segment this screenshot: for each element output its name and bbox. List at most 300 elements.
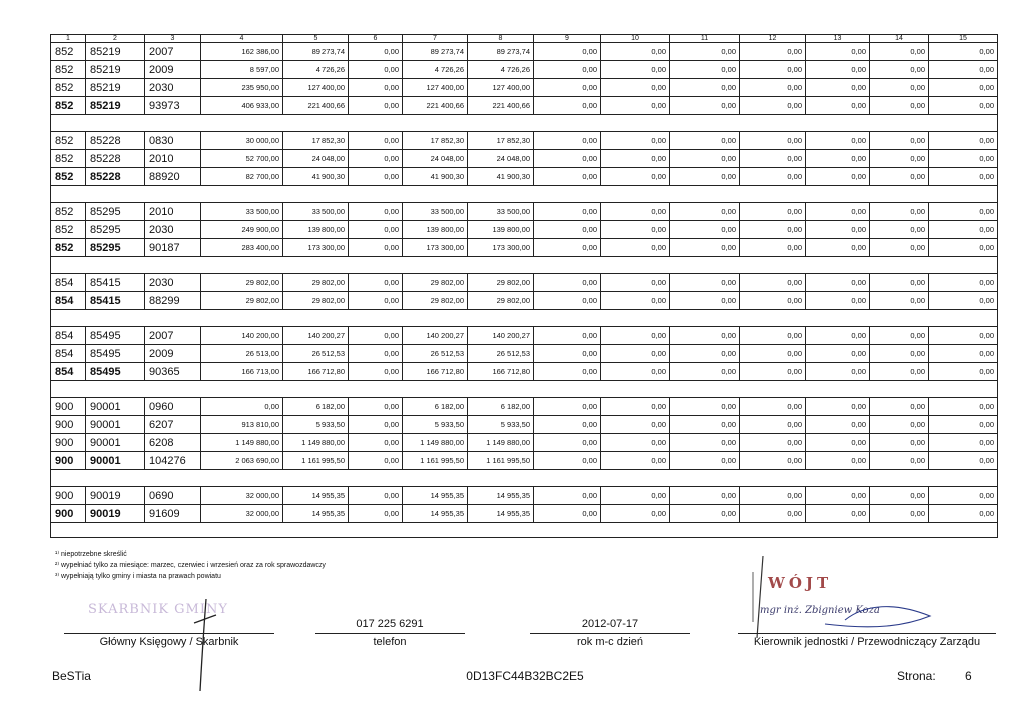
- table-cell: 0,00: [740, 452, 806, 470]
- table-cell: 85295: [86, 221, 145, 239]
- table-cell: 166 713,00: [201, 363, 283, 381]
- table-cell: 0,00: [349, 79, 403, 97]
- table-cell: 88920: [145, 168, 201, 186]
- table-cell: 0830: [145, 132, 201, 150]
- table-cell: 0,00: [740, 274, 806, 292]
- group-separator: [51, 470, 998, 487]
- table-cell: 0,00: [870, 416, 929, 434]
- table-cell: 24 048,00: [403, 150, 468, 168]
- table-row: [51, 416, 998, 434]
- table-cell: 0,00: [534, 327, 601, 345]
- table-cell: 139 800,00: [468, 221, 534, 239]
- table-cell: 6207: [145, 416, 201, 434]
- table-row-total: [51, 292, 998, 310]
- table-cell: 32 000,00: [201, 505, 283, 523]
- table-cell: 0,00: [534, 79, 601, 97]
- table-cell: 6 182,00: [468, 398, 534, 416]
- separator-cell: [51, 523, 998, 538]
- table-cell: 0,00: [670, 61, 740, 79]
- table-cell: 90019: [86, 505, 145, 523]
- table-cell: 0,00: [806, 416, 870, 434]
- table-cell: 41 900,30: [283, 168, 349, 186]
- table-cell: 0,00: [929, 150, 998, 168]
- table-cell: 139 800,00: [403, 221, 468, 239]
- budget-report-table: [50, 34, 998, 538]
- table-cell: 0,00: [601, 416, 670, 434]
- table-cell: 4 726,26: [403, 61, 468, 79]
- table-cell: 1 149 880,00: [403, 434, 468, 452]
- table-cell: 0,00: [349, 434, 403, 452]
- table-cell: 90187: [145, 239, 201, 257]
- group-separator: [51, 257, 998, 274]
- table-cell: 52 700,00: [201, 150, 283, 168]
- table-cell: 0,00: [670, 487, 740, 505]
- table-cell: 0,00: [534, 132, 601, 150]
- table-cell: 0,00: [870, 292, 929, 310]
- table-cell: 30 000,00: [201, 132, 283, 150]
- table-cell: 24 048,00: [468, 150, 534, 168]
- table-cell: 85495: [86, 327, 145, 345]
- phone-line: [315, 633, 465, 634]
- column-number: 12: [740, 35, 806, 43]
- table-cell: 0,00: [740, 239, 806, 257]
- table-cell: 29 802,00: [283, 292, 349, 310]
- footnote-2: ²⁾ wypełniać tylko za miesiące: marzec, czerwiec i wrzesień oraz za rok sprawozdawczy: [55, 562, 326, 569]
- table-cell: 85415: [86, 292, 145, 310]
- table-cell: 0,00: [806, 150, 870, 168]
- separator-cell: [51, 310, 998, 327]
- separator-cell: [51, 115, 998, 132]
- table-cell: 0,00: [870, 97, 929, 115]
- table-cell: 221 400,66: [283, 97, 349, 115]
- table-row-total: [51, 452, 998, 470]
- table-cell: 0,00: [929, 203, 998, 221]
- table-cell: 14 955,35: [283, 505, 349, 523]
- table-cell: 0,00: [601, 132, 670, 150]
- table-cell: 0,00: [534, 363, 601, 381]
- table-cell: 0,00: [806, 398, 870, 416]
- column-number: 14: [870, 35, 929, 43]
- table-row-total: [51, 168, 998, 186]
- table-cell: 249 900,00: [201, 221, 283, 239]
- table-cell: 91609: [145, 505, 201, 523]
- skarbnik-signature-line: [64, 633, 274, 634]
- table-cell: 854: [51, 345, 86, 363]
- table-cell: 0,00: [929, 97, 998, 115]
- table-cell: 1 161 995,50: [468, 452, 534, 470]
- table-cell: 14 955,35: [403, 505, 468, 523]
- table-cell: 127 400,00: [403, 79, 468, 97]
- table-cell: 90365: [145, 363, 201, 381]
- table-cell: 0,00: [806, 363, 870, 381]
- table-cell: 0,00: [534, 97, 601, 115]
- table-cell: 0,00: [670, 221, 740, 239]
- date-value: 2012-07-17: [581, 618, 639, 630]
- phone-label: telefon: [373, 636, 407, 648]
- table-row-total: [51, 239, 998, 257]
- table-cell: 0,00: [349, 61, 403, 79]
- table-cell: 0,00: [929, 239, 998, 257]
- table-cell: 0960: [145, 398, 201, 416]
- table-row: [51, 43, 998, 61]
- table-cell: 0,00: [929, 79, 998, 97]
- table-cell: 93973: [145, 97, 201, 115]
- table-row: [51, 434, 998, 452]
- table-cell: 0,00: [870, 487, 929, 505]
- table-cell: 24 048,00: [283, 150, 349, 168]
- column-number: 7: [403, 35, 468, 43]
- table-cell: 173 300,00: [468, 239, 534, 257]
- table-cell: 0,00: [670, 398, 740, 416]
- table-cell: 0,00: [349, 203, 403, 221]
- table-cell: 0,00: [601, 345, 670, 363]
- table-row-total: [51, 363, 998, 381]
- table-row: [51, 61, 998, 79]
- table-cell: 0,00: [870, 434, 929, 452]
- table-cell: 0,00: [601, 434, 670, 452]
- table-cell: 0,00: [534, 274, 601, 292]
- table-cell: 0,00: [601, 97, 670, 115]
- table-row: [51, 487, 998, 505]
- table-cell: 0,00: [929, 345, 998, 363]
- table-cell: 89 273,74: [403, 43, 468, 61]
- table-cell: 166 712,80: [403, 363, 468, 381]
- table-cell: 0,00: [806, 61, 870, 79]
- table-cell: 913 810,00: [201, 416, 283, 434]
- table-cell: 85219: [86, 79, 145, 97]
- separator-cell: [51, 381, 998, 398]
- wojt-stamp: WÓJT: [768, 574, 833, 592]
- table-cell: 0,00: [929, 363, 998, 381]
- separator-cell: [51, 470, 998, 487]
- footnote-3: ³⁾ wypełniają tylko gminy i miasta na prawach powiatu: [55, 573, 221, 580]
- table-cell: 0,00: [670, 345, 740, 363]
- table-cell: 0,00: [870, 168, 929, 186]
- table-cell: 283 400,00: [201, 239, 283, 257]
- table-cell: 33 500,00: [468, 203, 534, 221]
- table-cell: 0,00: [929, 434, 998, 452]
- table-cell: 85228: [86, 168, 145, 186]
- table-cell: 29 802,00: [403, 274, 468, 292]
- table-cell: 6 182,00: [283, 398, 349, 416]
- table-cell: 2010: [145, 203, 201, 221]
- separator-cell: [51, 186, 998, 203]
- date-line: [530, 633, 690, 634]
- table-cell: 127 400,00: [468, 79, 534, 97]
- table-cell: 0,00: [806, 168, 870, 186]
- table-cell: 162 386,00: [201, 43, 283, 61]
- table-cell: 0,00: [534, 150, 601, 168]
- table-cell: 90019: [86, 487, 145, 505]
- table-cell: 0,00: [534, 434, 601, 452]
- table-cell: 0,00: [806, 292, 870, 310]
- table-cell: 140 200,27: [403, 327, 468, 345]
- table-cell: 89 273,74: [468, 43, 534, 61]
- table-cell: 0,00: [349, 132, 403, 150]
- table-cell: 85295: [86, 239, 145, 257]
- table-cell: 0,00: [670, 239, 740, 257]
- table-cell: 4 726,26: [283, 61, 349, 79]
- column-number: 8: [468, 35, 534, 43]
- table-cell: 0,00: [670, 292, 740, 310]
- table-cell: 0,00: [740, 168, 806, 186]
- table-cell: 0,00: [601, 292, 670, 310]
- table-cell: 0,00: [740, 61, 806, 79]
- table-cell: 0,00: [806, 327, 870, 345]
- table-cell: 29 802,00: [403, 292, 468, 310]
- table-cell: 0,00: [601, 363, 670, 381]
- table-cell: 0,00: [534, 505, 601, 523]
- table-cell: 406 933,00: [201, 97, 283, 115]
- table-cell: 852: [51, 203, 86, 221]
- table-cell: 0,00: [806, 434, 870, 452]
- table-cell: 0,00: [929, 132, 998, 150]
- table-cell: 852: [51, 61, 86, 79]
- table-cell: 29 802,00: [201, 292, 283, 310]
- table-cell: 854: [51, 274, 86, 292]
- table-cell: 0,00: [670, 150, 740, 168]
- table-cell: 1 161 995,50: [283, 452, 349, 470]
- table-cell: 0,00: [601, 505, 670, 523]
- phone-value: 017 225 6291: [356, 618, 424, 630]
- table-cell: 0,00: [670, 274, 740, 292]
- table-cell: 0,00: [534, 221, 601, 239]
- table-cell: 0,00: [601, 221, 670, 239]
- table-cell: 173 300,00: [403, 239, 468, 257]
- table-cell: 0,00: [534, 43, 601, 61]
- date-label: rok m-c dzień: [576, 636, 644, 648]
- table-cell: 0,00: [929, 416, 998, 434]
- table-cell: 0,00: [740, 97, 806, 115]
- table-cell: 1 149 880,00: [201, 434, 283, 452]
- table-cell: 6208: [145, 434, 201, 452]
- column-number: 9: [534, 35, 601, 43]
- column-number: 13: [806, 35, 870, 43]
- table-cell: 85228: [86, 132, 145, 150]
- table-cell: 5 933,50: [468, 416, 534, 434]
- table-cell: 900: [51, 505, 86, 523]
- table-cell: 2030: [145, 79, 201, 97]
- table-cell: 4 726,26: [468, 61, 534, 79]
- table-cell: 0,00: [534, 398, 601, 416]
- table-cell: 854: [51, 292, 86, 310]
- table-cell: 0,00: [349, 505, 403, 523]
- table-cell: 127 400,00: [283, 79, 349, 97]
- table-cell: 0,00: [670, 203, 740, 221]
- table-cell: 0,00: [601, 150, 670, 168]
- table-cell: 85228: [86, 150, 145, 168]
- table-cell: 0,00: [870, 274, 929, 292]
- table-cell: 0,00: [601, 168, 670, 186]
- table-cell: 17 852,30: [283, 132, 349, 150]
- head-signature-line: [738, 633, 996, 634]
- table-cell: 900: [51, 416, 86, 434]
- table-cell: 0,00: [670, 363, 740, 381]
- group-separator: [51, 115, 998, 132]
- table-cell: 0,00: [349, 43, 403, 61]
- table-cell: 5 933,50: [403, 416, 468, 434]
- table-cell: 166 712,80: [283, 363, 349, 381]
- table-cell: 0,00: [670, 168, 740, 186]
- table-cell: 6 182,00: [403, 398, 468, 416]
- table-cell: 85219: [86, 43, 145, 61]
- table-row: [51, 345, 998, 363]
- table-cell: 29 802,00: [468, 292, 534, 310]
- table-cell: 0,00: [929, 327, 998, 345]
- table-cell: 17 852,30: [403, 132, 468, 150]
- table-cell: 0,00: [740, 345, 806, 363]
- table-cell: 0,00: [670, 505, 740, 523]
- table-cell: 854: [51, 327, 86, 345]
- table-cell: 140 200,00: [201, 327, 283, 345]
- table-cell: 0,00: [670, 434, 740, 452]
- table-cell: 26 512,53: [283, 345, 349, 363]
- table-cell: 0,00: [806, 132, 870, 150]
- table-cell: 0,00: [806, 203, 870, 221]
- table-cell: 0,00: [806, 505, 870, 523]
- table-cell: 0,00: [601, 274, 670, 292]
- table-cell: 0,00: [870, 61, 929, 79]
- table-cell: 26 513,00: [201, 345, 283, 363]
- table-cell: 0,00: [349, 345, 403, 363]
- table-cell: 0,00: [870, 363, 929, 381]
- table-cell: 1 161 995,50: [403, 452, 468, 470]
- table-cell: 0,00: [670, 97, 740, 115]
- skarbnik-stamp: SKARBNIK GMINY: [88, 602, 228, 617]
- table-cell: 852: [51, 43, 86, 61]
- table-cell: 0,00: [349, 239, 403, 257]
- table-cell: 0,00: [601, 43, 670, 61]
- skarbnik-label: Główny Księgowy / Skarbnik: [99, 636, 239, 648]
- table-cell: 852: [51, 239, 86, 257]
- table-cell: 2009: [145, 345, 201, 363]
- table-cell: 140 200,27: [468, 327, 534, 345]
- table-cell: 0,00: [740, 132, 806, 150]
- table-cell: 0,00: [534, 345, 601, 363]
- column-number: 11: [670, 35, 740, 43]
- table-cell: 0,00: [601, 327, 670, 345]
- table-cell: 0,00: [870, 150, 929, 168]
- table-cell: 900: [51, 452, 86, 470]
- table-cell: 0,00: [601, 452, 670, 470]
- table-row: [51, 221, 998, 239]
- table-cell: 0,00: [349, 327, 403, 345]
- table-cell: 32 000,00: [201, 487, 283, 505]
- table-cell: 85495: [86, 345, 145, 363]
- column-number: 4: [201, 35, 283, 43]
- wojt-name: mgr inż. Zbigniew Koza: [760, 605, 880, 616]
- table-cell: 235 950,00: [201, 79, 283, 97]
- table-cell: 0,00: [349, 150, 403, 168]
- table-row: [51, 203, 998, 221]
- table-cell: 2007: [145, 327, 201, 345]
- table-cell: 0690: [145, 487, 201, 505]
- table-cell: 89 273,74: [283, 43, 349, 61]
- table-cell: 2010: [145, 150, 201, 168]
- table-cell: 852: [51, 97, 86, 115]
- table-cell: 88299: [145, 292, 201, 310]
- table-cell: 0,00: [806, 97, 870, 115]
- table-cell: 0,00: [870, 505, 929, 523]
- table-cell: 221 400,66: [468, 97, 534, 115]
- table-cell: 0,00: [929, 487, 998, 505]
- table-cell: 0,00: [929, 292, 998, 310]
- table-cell: 900: [51, 434, 86, 452]
- table-cell: 0,00: [806, 345, 870, 363]
- table-cell: 0,00: [806, 43, 870, 61]
- table-cell: 1 149 880,00: [283, 434, 349, 452]
- table-cell: 90001: [86, 416, 145, 434]
- table-cell: 0,00: [929, 61, 998, 79]
- table-cell: 900: [51, 487, 86, 505]
- table-cell: 8 597,00: [201, 61, 283, 79]
- footer-page-number: 6: [965, 669, 972, 683]
- table-cell: 0,00: [349, 274, 403, 292]
- table-cell: 0,00: [806, 274, 870, 292]
- table-cell: 90001: [86, 398, 145, 416]
- table-cell: 0,00: [201, 398, 283, 416]
- table-cell: 0,00: [740, 43, 806, 61]
- table-cell: 90001: [86, 434, 145, 452]
- column-number: 3: [145, 35, 201, 43]
- table-cell: 0,00: [740, 487, 806, 505]
- table-cell: 0,00: [740, 327, 806, 345]
- table-cell: 0,00: [740, 79, 806, 97]
- table-cell: 104276: [145, 452, 201, 470]
- table-cell: 0,00: [806, 452, 870, 470]
- column-number: 6: [349, 35, 403, 43]
- table-cell: 0,00: [806, 79, 870, 97]
- table-cell: 852: [51, 150, 86, 168]
- column-number: 2: [86, 35, 145, 43]
- table-cell: 0,00: [349, 97, 403, 115]
- table-cell: 0,00: [601, 398, 670, 416]
- table-cell: 0,00: [870, 239, 929, 257]
- footer-page-label: Strona:: [897, 669, 936, 683]
- column-number: 1: [51, 35, 86, 43]
- table-cell: 0,00: [870, 43, 929, 61]
- table-cell: 852: [51, 132, 86, 150]
- table-cell: 0,00: [670, 416, 740, 434]
- table-cell: 854: [51, 363, 86, 381]
- table-cell: 2009: [145, 61, 201, 79]
- table-cell: 29 802,00: [201, 274, 283, 292]
- table-cell: 0,00: [601, 239, 670, 257]
- separator-cell: [51, 257, 998, 274]
- table-cell: 0,00: [670, 132, 740, 150]
- table-cell: 0,00: [740, 398, 806, 416]
- head-label: Kierownik jednostki / Przewodniczący Zarządu: [753, 636, 981, 648]
- table-cell: 852: [51, 221, 86, 239]
- table-cell: 0,00: [670, 327, 740, 345]
- table-cell: 0,00: [534, 292, 601, 310]
- table-cell: 0,00: [740, 292, 806, 310]
- table-cell: 2007: [145, 43, 201, 61]
- table-cell: 29 802,00: [468, 274, 534, 292]
- column-number: 5: [283, 35, 349, 43]
- table-cell: 0,00: [534, 168, 601, 186]
- table-cell: 85295: [86, 203, 145, 221]
- table-cell: 0,00: [870, 398, 929, 416]
- table-cell: 0,00: [601, 61, 670, 79]
- table-cell: 139 800,00: [283, 221, 349, 239]
- table-cell: 140 200,27: [283, 327, 349, 345]
- table-cell: 0,00: [349, 168, 403, 186]
- table-row: [51, 274, 998, 292]
- table-cell: 0,00: [740, 505, 806, 523]
- group-separator: [51, 310, 998, 327]
- table-cell: 221 400,66: [403, 97, 468, 115]
